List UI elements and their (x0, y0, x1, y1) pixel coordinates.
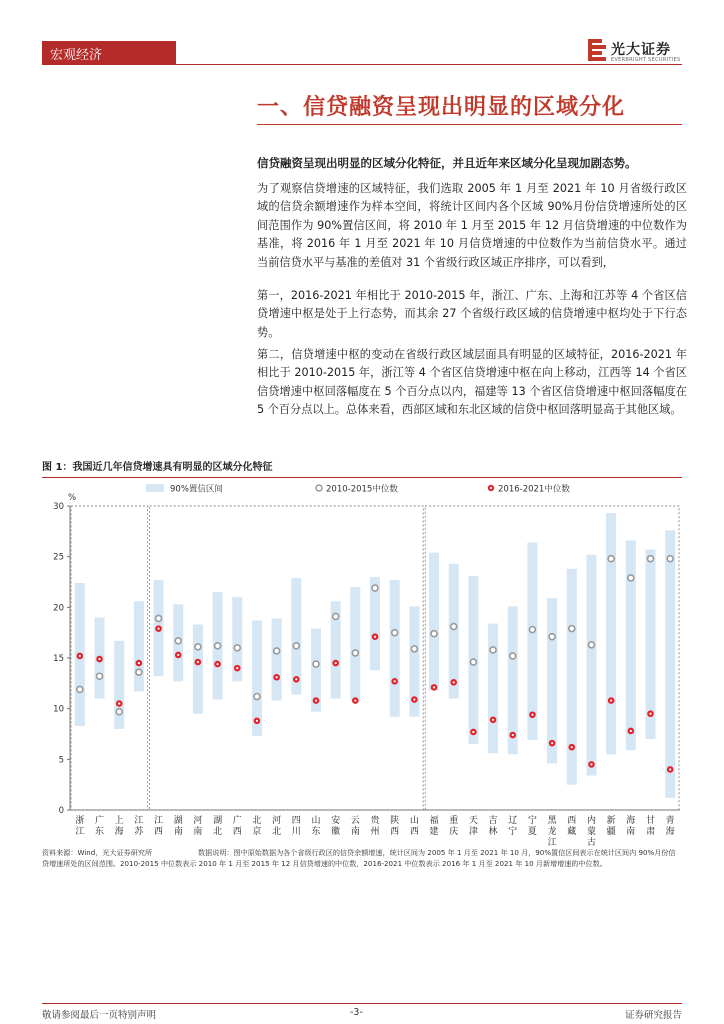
x-tick-label-char: 湖 (173, 816, 183, 826)
old-median-marker (529, 627, 535, 633)
x-tick-label-char: 州 (370, 827, 380, 837)
x-tick-label-char: 蒙 (586, 827, 596, 837)
logo-subtext: EVERBRIGHT SECURITIES (611, 57, 681, 63)
new-median-marker-core (413, 698, 415, 700)
new-median-marker-core (669, 768, 671, 770)
old-median-marker (451, 624, 457, 630)
legend-old-median-label: 2010-2015中位数 (326, 484, 398, 495)
x-tick-label-char: 上 (114, 816, 124, 826)
legend-band-label: 90%置信区间 (170, 484, 223, 495)
confidence-band (350, 587, 360, 700)
new-median-marker-core (492, 719, 494, 721)
new-median-marker-core (236, 667, 238, 669)
x-tick-label-char: 广 (95, 816, 105, 826)
old-median-marker (116, 709, 122, 715)
x-tick-label-char: 天 (468, 816, 478, 826)
x-tick-label-char: 江 (154, 816, 164, 826)
new-median-marker-core (571, 746, 573, 748)
x-tick-label-char: 甘 (645, 816, 655, 826)
legend-new-median-marker-core (490, 487, 492, 489)
x-tick-label-char: 肃 (645, 827, 655, 837)
old-median-marker (352, 650, 358, 656)
new-median-marker-core (79, 655, 81, 657)
section-label: 宏观经济 (50, 48, 103, 63)
x-tick-label-char: 苏 (134, 827, 144, 837)
section-title: 一、信贷融资呈现出明显的区域分化 (257, 95, 626, 120)
x-tick-label-char: 江 (547, 838, 557, 848)
confidence-band (272, 618, 282, 700)
old-median-marker (392, 630, 398, 636)
x-tick-label-char: 北 (252, 816, 262, 826)
old-median-marker (313, 661, 319, 667)
old-median-marker (628, 575, 634, 581)
y-tick-label: 0 (58, 806, 64, 816)
x-tick-label-char: 龙 (547, 827, 557, 837)
old-median-marker (254, 694, 260, 700)
x-tick-label-char: 辽 (508, 816, 518, 826)
x-tick-label-char: 海 (665, 827, 675, 837)
new-median-marker-core (512, 734, 514, 736)
new-median-marker-core (315, 699, 317, 701)
section-label-bar (42, 41, 176, 65)
y-tick-label: 20 (53, 603, 64, 614)
x-tick-label-char: 川 (291, 827, 301, 837)
x-tick-label-char: 江 (75, 827, 85, 837)
x-tick-label-char: 江 (134, 816, 144, 826)
x-tick-label-char: 吉 (488, 816, 498, 826)
old-median-marker (588, 642, 594, 648)
x-tick-label-char: 山 (311, 816, 321, 826)
figure-title: 图 1：我国近几年信贷增速具有明显的区域分化特征 (42, 462, 273, 473)
old-median-marker (97, 673, 103, 679)
header-divider (42, 64, 682, 65)
x-tick-label-char: 西 (154, 827, 164, 837)
logo-icon (587, 38, 609, 62)
x-tick-label-char: 庆 (449, 827, 459, 837)
old-median-marker (234, 645, 240, 651)
x-tick-label-char: 东 (311, 827, 321, 837)
x-tick-label-char: 古 (586, 838, 596, 848)
x-tick-label-char: 东 (95, 827, 105, 837)
old-median-marker (667, 556, 673, 562)
new-median-marker-core (433, 686, 435, 688)
x-tick-label-char: 南 (350, 827, 360, 837)
old-median-marker (274, 648, 280, 654)
group-box-2 (150, 506, 423, 810)
new-median-marker-core (354, 699, 356, 701)
x-tick-label-char: 重 (449, 816, 459, 826)
x-tick-label-char: 四 (291, 816, 301, 826)
x-tick-label-char: 西 (409, 827, 419, 837)
confidence-band (390, 580, 400, 717)
confidence-band (547, 598, 557, 763)
title-underline (257, 124, 682, 125)
new-median-marker-core (610, 699, 612, 701)
new-median-marker-core (335, 662, 337, 664)
confidence-band (527, 542, 537, 740)
new-median-marker-core (276, 676, 278, 678)
confidence-band (606, 513, 616, 754)
y-tick-label: 25 (53, 552, 64, 563)
x-tick-label-char: 河 (193, 816, 203, 826)
source-note: 数据说明：图中原始数据为各个省级行政区的信贷余额增速，统计区间为 2005 年 1 月至 2021 年 10 月，90%置信区间表示在统计区间内 90%月份信贷增速所处的区间范围。2010-2015 中位数表示 2010 年 1 月至 2015 年 12 月信贷增速的中位数，2016-2021 中位数表示 2016 年 1 月至 2021 年 10 月新增增速的中位数。 (42, 848, 676, 868)
x-tick-label-char: 陕 (390, 816, 400, 826)
confidence-band (449, 564, 459, 699)
page-number: -3- (350, 1007, 363, 1018)
new-median-marker-core (177, 654, 179, 656)
x-tick-label-char: 疆 (606, 827, 616, 837)
legend-old-median-marker (316, 485, 322, 491)
new-median-marker-core (374, 636, 376, 638)
new-median-marker-core (295, 678, 297, 680)
x-tick-label-char: 建 (429, 827, 439, 837)
logo-text: 光大证券 (611, 42, 671, 58)
x-tick-label-char: 云 (350, 816, 360, 826)
old-median-marker (333, 613, 339, 619)
x-tick-label-char: 北 (272, 827, 282, 837)
confidence-band (586, 555, 596, 776)
new-median-marker-core (98, 658, 100, 660)
confidence-band (193, 625, 203, 714)
paragraph-3: 第二，信贷增速中枢的变动在省级行政区域层面具有明显的区域特征，2016-2021 年相比于 2010-2015 年，浙江等 4 个省区信贷增速中枢在向上移动，江西等 14 个省区信贷增速中枢回落幅度在 5 个百分点以内，福建等 13 个省区信贷增速中枢回落幅度在 5 个百分点以上。总体来看，西部区域和东北区域的信贷中枢回落明显高于其他区域。 (257, 348, 687, 417)
new-median-marker-core (551, 742, 553, 744)
x-tick-label-char: 南 (626, 827, 636, 837)
old-median-marker (77, 686, 83, 692)
paragraph-1: 为了观察信贷增速的区域特征，我们选取 2005 年 1 月至 2021 年 10 月省级行政区域的信贷余额增速作为样本空间，将统计区间内各个区域 90%月份信贷增速所处的区间范围作为 90%置信区间，将 2010 年 1 月至 2015 年 12 月信贷增速的中位数作为基准，将 2016 年 1 月至 2021 年 10 月信贷增速的中位数作为当前信贷水平。通过当前信贷水平与基准的差值对 31 个省级行政区域正序排序，可以看到， (257, 182, 687, 269)
lead-paragraph: 信贷融资呈现出明显的区域分化特征，并且近年来区域分化呈现加剧态势。 (257, 156, 637, 170)
x-tick-label-char: 湖 (213, 816, 223, 826)
new-median-marker-core (630, 730, 632, 732)
old-median-marker (431, 631, 437, 637)
new-median-marker-core (157, 628, 159, 630)
x-tick-label-char: 青 (665, 816, 675, 826)
y-tick-label: 10 (53, 704, 64, 715)
x-tick-label-char: 浙 (75, 816, 85, 826)
figure-source (42, 847, 682, 869)
legend-new-median-label: 2016-2021中位数 (498, 484, 570, 495)
footer-report-type: 证券研究报告 (624, 1010, 682, 1021)
x-tick-label-char: 夏 (527, 827, 537, 837)
y-axis-unit: % (68, 493, 77, 503)
confidence-band (488, 624, 498, 754)
confidence-band (114, 641, 124, 729)
paragraph-2: 第一，2016-2021 年相比于 2010-2015 年，浙江、广东、上海和江苏等 4 个省区信贷增速中枢是处于上行态势，而其余 27 个省级行政区域的信贷增速中枢均处于下行态势。 (257, 289, 687, 339)
x-tick-label-char: 新 (606, 816, 616, 826)
old-median-marker (510, 653, 516, 659)
confidence-band (567, 569, 577, 785)
old-median-marker (175, 638, 181, 644)
new-median-marker-core (531, 714, 533, 716)
x-tick-label-char: 黑 (547, 816, 557, 826)
brand-logo (587, 38, 687, 66)
old-median-marker (470, 659, 476, 665)
x-tick-label-char: 京 (252, 827, 262, 837)
confidence-band (134, 601, 144, 691)
old-median-marker (608, 556, 614, 562)
x-tick-label-char: 南 (193, 827, 203, 837)
new-median-marker-core (394, 680, 396, 682)
x-tick-label-char: 广 (232, 816, 242, 826)
old-median-marker (647, 556, 653, 562)
old-median-marker (549, 634, 555, 640)
x-tick-label-char: 海 (626, 816, 636, 826)
legend-band-swatch (146, 484, 164, 492)
old-median-marker (569, 626, 575, 632)
x-tick-label-char: 津 (468, 827, 478, 837)
x-tick-label-char: 内 (586, 816, 596, 826)
x-tick-label-char: 北 (213, 827, 223, 837)
x-tick-label-char: 西 (232, 827, 242, 837)
confidence-band (429, 553, 439, 691)
range-dot-chart (42, 478, 682, 848)
x-tick-label-char: 宁 (527, 816, 537, 826)
y-tick-label: 15 (53, 654, 64, 664)
new-median-marker-core (256, 720, 258, 722)
x-tick-label-char: 贵 (370, 816, 380, 826)
new-median-marker-core (453, 681, 455, 683)
old-median-marker (156, 615, 162, 621)
x-tick-label-char: 山 (409, 816, 419, 826)
x-tick-label-char: 南 (173, 827, 183, 837)
source-left: 资料来源：Wind，光大证券研究所 (42, 848, 153, 857)
x-tick-label-char: 西 (390, 827, 400, 837)
x-tick-label-char: 徽 (331, 827, 341, 837)
confidence-band (626, 540, 636, 750)
new-median-marker-core (216, 663, 218, 665)
new-median-marker-core (118, 703, 120, 705)
x-tick-label-char: 林 (488, 827, 498, 837)
old-median-marker (490, 647, 496, 653)
footer-divider (42, 1003, 682, 1004)
new-median-marker-core (649, 713, 651, 715)
old-median-marker (136, 669, 142, 675)
footer-disclaimer: 敬请参阅最后一页特别声明 (42, 1010, 157, 1021)
x-tick-label-char: 海 (114, 827, 124, 837)
old-median-marker (411, 646, 417, 652)
confidence-band (665, 530, 675, 798)
x-tick-label-char: 西 (567, 816, 577, 826)
new-median-marker-core (472, 731, 474, 733)
y-tick-label: 30 (53, 502, 64, 512)
old-median-marker (372, 585, 378, 591)
new-median-marker-core (138, 662, 140, 664)
x-tick-label-char: 福 (429, 816, 439, 826)
old-median-marker (195, 644, 201, 650)
new-median-marker-core (590, 763, 592, 765)
x-tick-label-char: 宁 (508, 827, 518, 837)
chart-legend (146, 484, 570, 495)
x-tick-label-char: 河 (272, 816, 282, 826)
new-median-marker-core (197, 661, 199, 663)
old-median-marker (215, 643, 221, 649)
x-tick-label-char: 安 (331, 816, 341, 826)
y-tick-label: 5 (58, 755, 64, 766)
old-median-marker (293, 643, 299, 649)
x-tick-label-char: 藏 (567, 827, 577, 837)
